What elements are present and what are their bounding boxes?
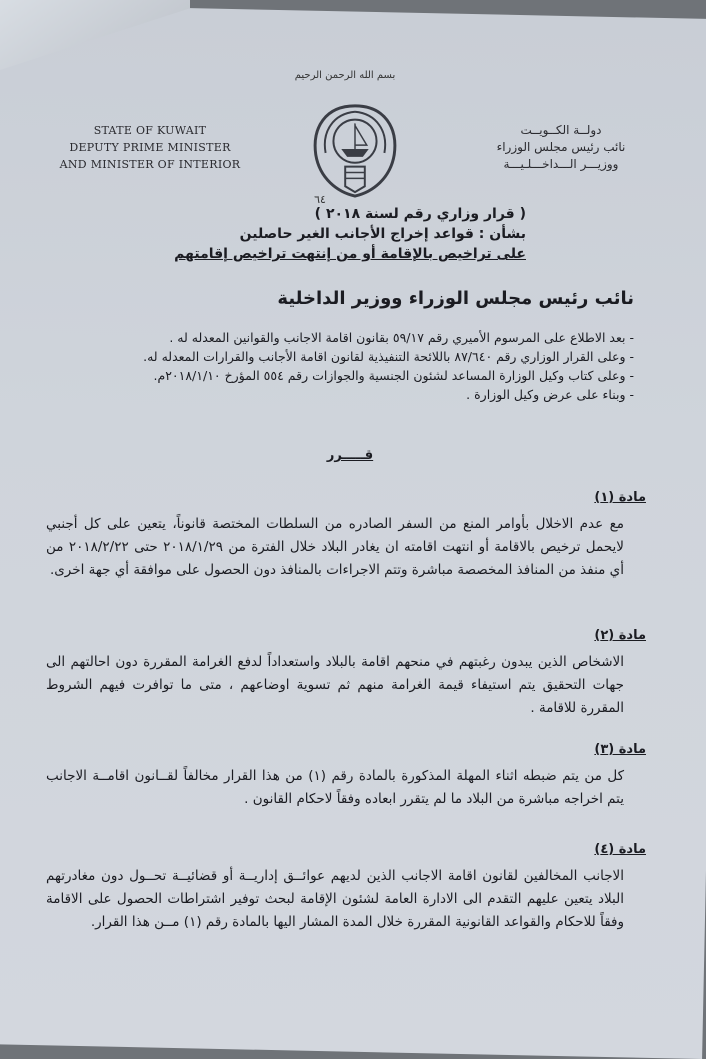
article-1 [46,490,646,582]
article-2 [46,628,646,720]
header-arabic-line: دولــة الكــويــت [520,123,602,137]
article-body: الاشخاص الذين يبدون رغبتهم في منحهم اقامة بالبلاد واستعداداً لدفع الغرامة المقررة دون احالتهم الى جهات التحقيق يتم استيفاء قيمة الغرامة منهم ثم تسوية اوضاعهم ، متى ما توافرت فيهم الشروط المقررة للاقامة . [46,654,624,716]
preamble-item: - وعلى القرار الوزاري رقم ٨٧/٦٤٠ باللائحة التنفيذية لقانون اقامة الأجانب والقرارات المعدله له. [74,347,634,366]
header-arabic-line: نائب رئيس مجلس الوزراء [496,140,626,154]
header-arabic-line: ووزيـــر الـــداخـــلـيـــة [503,157,619,171]
article-4 [46,842,646,934]
kuwait-emblem-icon [306,98,404,202]
decree-title: ( قرار وزاري رقم لسنة ٢٠١٨ ) [314,206,526,222]
article-title: مادة (٣) [594,742,646,757]
article-body: الاجانب المخالفين لقانون اقامة الاجانب الذين لديهم عوائــق إداريــة أو قضائيــة تحــول دون مغادرتهم البلاد يتعين عليهم التقدم الى الادارة العامة لشئون الإقامة لبحث توفير اشتراطات الحصول على الاقامة وفقاً للاحكام والقواعد القانونية المقررة خلال المدة المشار اليها بالمادة رقم (١) مــن هذا القرار. [46,868,624,930]
article-title: مادة (١) [594,490,646,505]
article-title: مادة (٤) [594,842,646,857]
header-english-line: DEPUTY PRIME MINISTER [69,141,231,154]
preamble-list [74,328,634,404]
header-arabic [466,122,656,173]
preamble-item: - وعلى كتاب وكيل الوزارة المساعد لشئون الجنسية والجوازات رقم ٥٥٤ المؤرخ ٢٠١٨/١/١٠م. [74,366,634,385]
minister-title: نائب رئيس مجلس الوزراء ووزير الداخلية [277,288,634,309]
header-english-line: STATE OF KUWAIT [93,124,207,137]
article-3 [46,742,646,811]
preamble-item: - وبناء على عرض وكيل الوزارة . [74,385,634,404]
article-body: كل من يتم ضبطه اثناء المهلة المذكورة بالمادة رقم (١) من هذا القرار مخالفاً لقــانون اقامــة الاجانب يتم اخراجه مباشرة من البلاد ما لم يتقرر ابعاده وفقاً لاحكام القانون . [46,768,625,807]
decided-heading: قـــــرر [326,448,374,463]
basmala: بسم الله الرحمن الرحيم [294,70,396,81]
preamble-item: - بعد الاطلاع على المرسوم الأميري رقم ٥٩/١٧ بقانون اقامة الاجانب والقوانين المعدله له . [74,328,634,347]
header-english [50,122,250,173]
decree-subject-line2: على تراخيص بالإقامة أو من إنتهت تراخيص إقامتهم [174,246,526,262]
decree-subject: بشأن : قواعد إخراج الأجانب الغير حاصلين [239,226,526,242]
decree-number: ٦٤ [314,193,326,206]
article-title: مادة (٢) [594,628,646,643]
article-body: مع عدم الاخلال بأوامر المنع من السفر الصادره من السلطات المختصة قانوناً، يتعين على كل أجنبي لايحمل ترخيص بالاقامة أو انتهت اقامته ان يغادر البلاد خلال الفترة من ٢٠١٨/١/٢٩ حتى ٢٠١٨/٢/٢٢ من أي منفذ من المنافذ المخصصة مباشرة وتتم الاجراءات بالمنافذ دون الحصول على موافقة أي جهة اخرى. [46,516,624,578]
header-english-line: AND MINISTER OF INTERIOR [59,158,241,171]
